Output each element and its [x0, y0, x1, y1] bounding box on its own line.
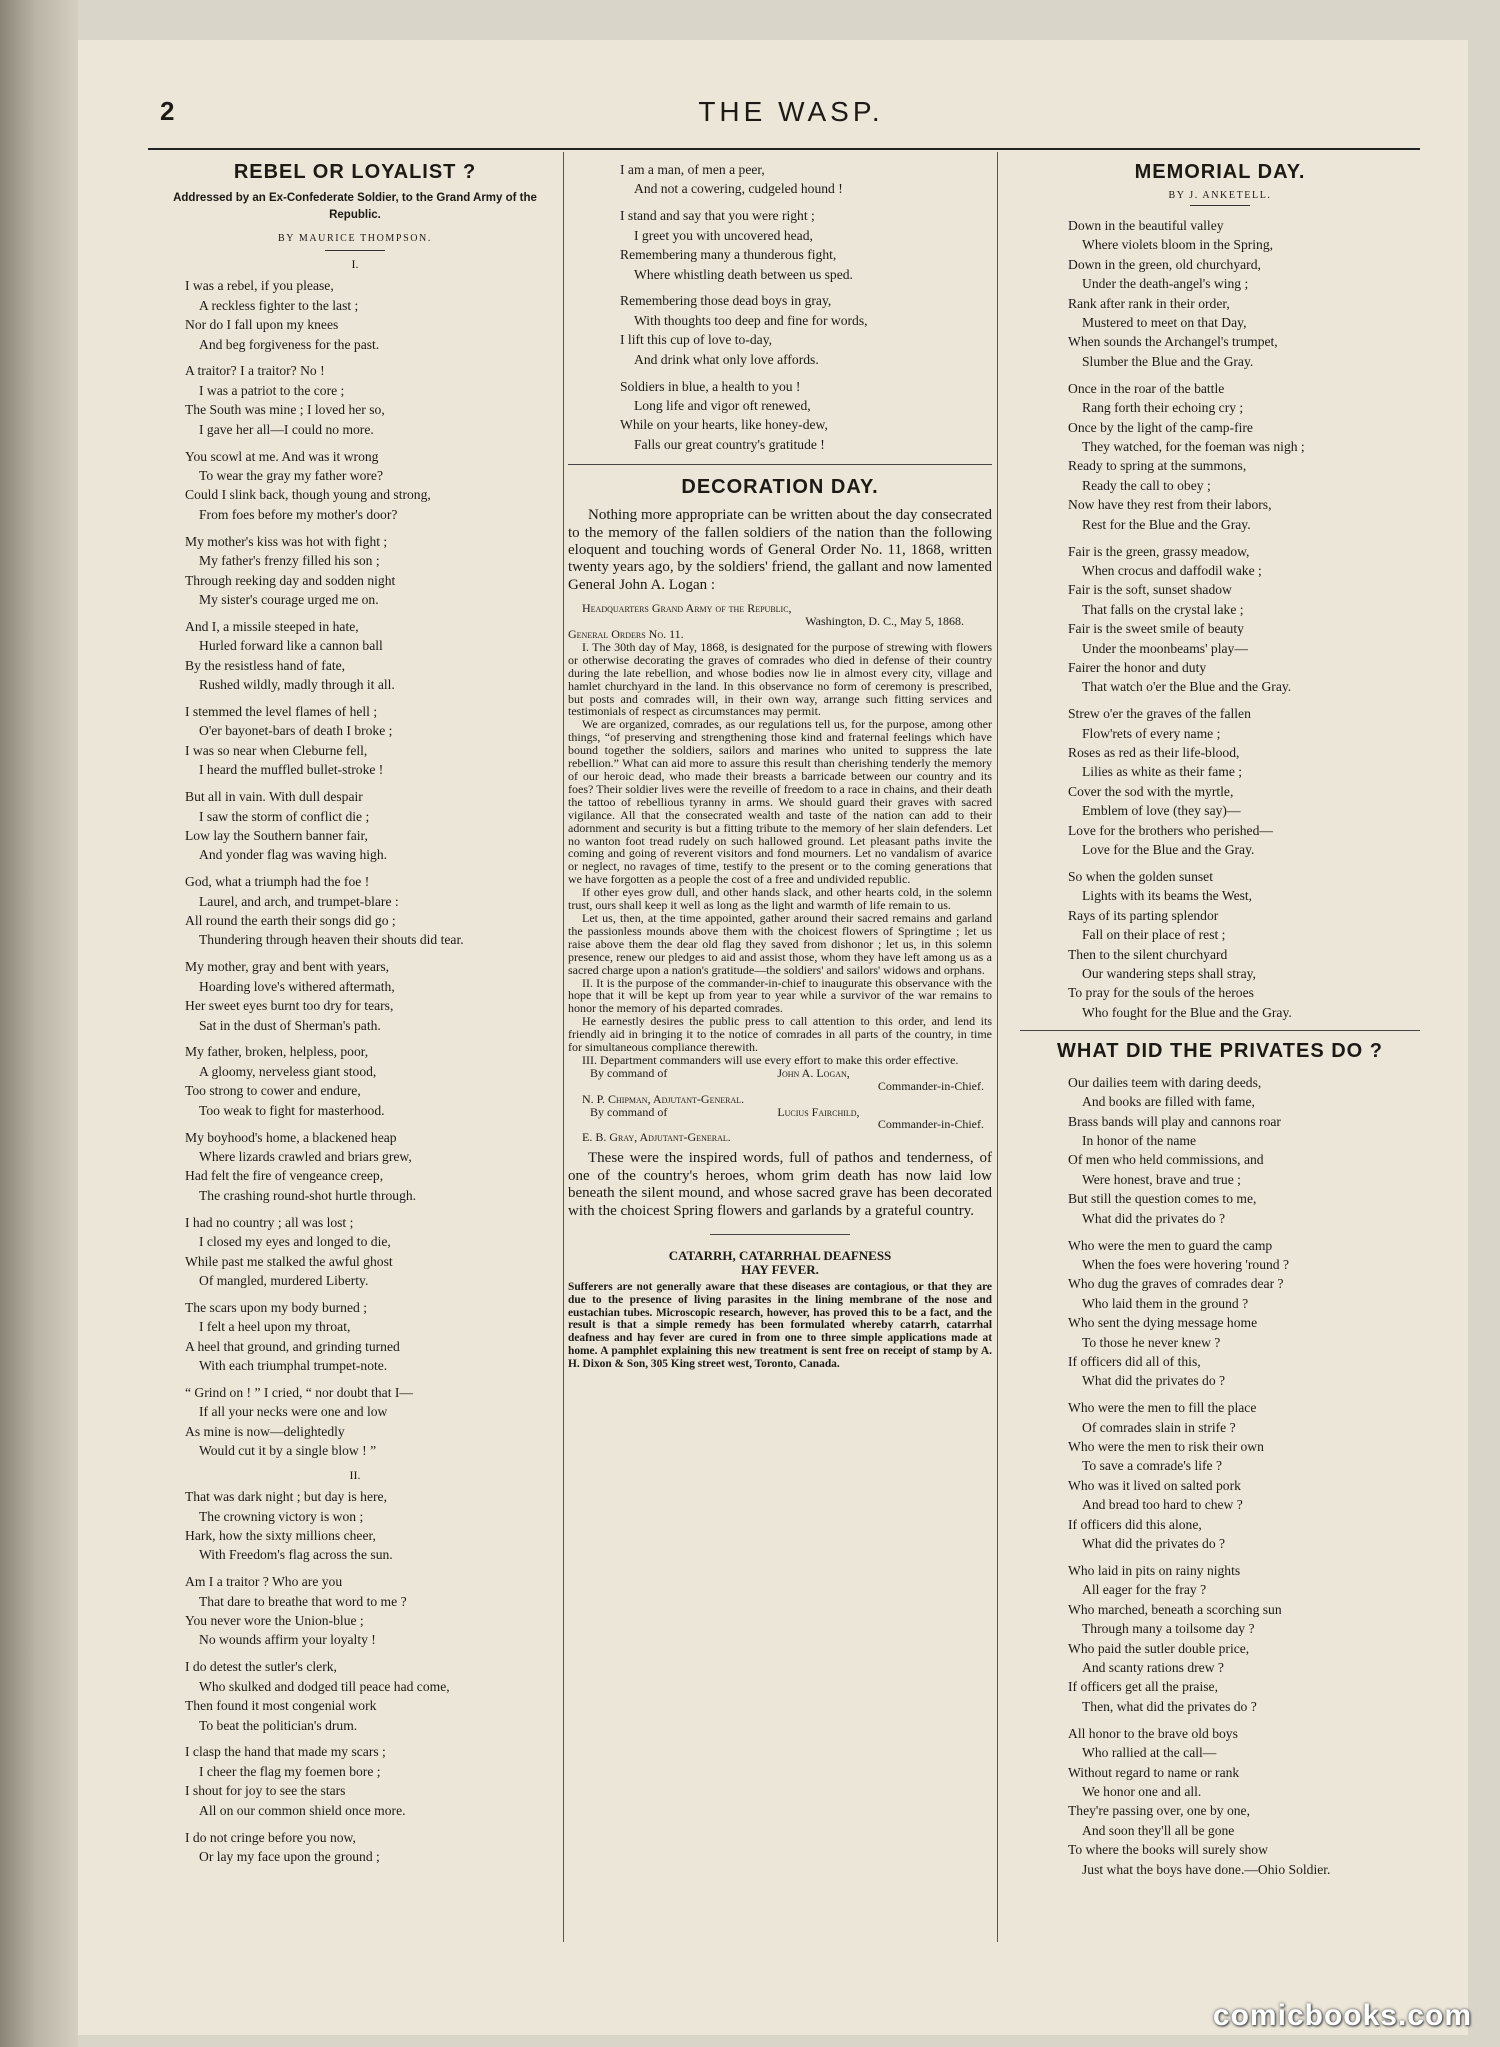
hq-date: Washington, D. C., May 5, 1868.: [805, 614, 964, 629]
column-middle: [568, 160, 992, 1370]
stanza: [1020, 1073, 1420, 1228]
poem-line: All round the earth their songs did go ;: [185, 913, 396, 929]
poem-line: Emblem of love (they say)—: [1082, 803, 1241, 819]
poem-line: If officers did this alone,: [1068, 1516, 1202, 1532]
poem-line: The crashing round-shot hurtle through.: [199, 1187, 417, 1203]
memorial-byline: BY J. ANKETELL.: [1168, 190, 1272, 201]
stanza: [150, 787, 560, 865]
poem-line: A traitor? I a traitor? No !: [185, 363, 325, 379]
poem-line: They're passing over, one by one,: [1068, 1803, 1250, 1819]
general-order: [568, 602, 992, 1144]
poem-line: Would cut it by a single blow ! ”: [199, 1443, 377, 1459]
stanza: [150, 957, 560, 1035]
poem-line: Who were the men to risk their own: [1068, 1439, 1264, 1455]
rebel-subtitle: Addressed by an Ex-Confederate Soldier, to the Grand Army of the Republic.: [173, 192, 537, 221]
order-paragraph: III. Department commanders will use every effort to make this order effective.: [582, 1052, 959, 1067]
poem-line: I stand and say that you were right ;: [620, 208, 815, 224]
divider: [1020, 1030, 1420, 1031]
poem-line: I do detest the sutler's clerk,: [185, 1659, 337, 1675]
signature-name: Lucius Fairchild,: [777, 1104, 860, 1119]
poem-line: Thundering through heaven their shouts did tear.: [199, 932, 464, 948]
hq-line: Headquarters Grand Army of the Republic,: [582, 601, 792, 616]
poem-line: I was a patriot to the core ;: [199, 382, 345, 398]
poem-line: And beg forgiveness for the past.: [199, 336, 380, 352]
signature-name: John A. Logan,: [777, 1065, 850, 1080]
poem-line: And I, a missile steeped in hate,: [185, 618, 359, 634]
poem-line: Our dailies teem with daring deeds,: [1068, 1074, 1262, 1090]
stanza: [150, 872, 560, 950]
poem-line: When sounds the Archangel's trumpet,: [1068, 334, 1278, 350]
signature-title: Commander-in-Chief.: [877, 1117, 984, 1132]
stanza: [568, 377, 992, 455]
poem-line: Who were the men to guard the camp: [1068, 1237, 1273, 1253]
stanza: [150, 1383, 560, 1461]
column-left: [150, 160, 560, 1874]
poem-line: Rang forth their echoing cry ;: [1082, 400, 1244, 416]
poem-line: My father, broken, helpless, poor,: [185, 1044, 369, 1060]
column-right: [1020, 160, 1420, 1887]
poem-line: Just what the boys have done.—Ohio Soldier.: [1082, 1861, 1331, 1877]
poem-line: Who dug the graves of comrades dear ?: [1068, 1276, 1284, 1292]
order-paragraph: II. It is the purpose of the commander-in-chief to inaugurate this observance with the hope that it will be kept up from year to year while a survivor of the war remains to honor the memory of his departed comrades.: [568, 975, 992, 1016]
rebel-byline: BY MAURICE THOMPSON.: [278, 233, 432, 245]
poem-line: To beat the politician's drum.: [199, 1717, 358, 1733]
poem-line: Without regard to name or rank: [1068, 1764, 1240, 1780]
poem-line: While on your hearts, like honey-dew,: [620, 417, 828, 433]
stanza: [150, 1042, 560, 1120]
poem-line: Fairer the honor and duty: [1068, 659, 1207, 675]
poem-line: All eager for the fray ?: [1082, 1582, 1207, 1598]
poem-line: Brass bands will play and cannons roar: [1068, 1113, 1281, 1129]
poem-line: Our wandering steps shall stray,: [1082, 966, 1256, 982]
stanza: [1020, 542, 1420, 697]
poem-line: The South was mine ; I loved her so,: [185, 402, 385, 418]
poem-line: Who paid the sutler double price,: [1068, 1640, 1250, 1656]
poem-line: You scowl at me. And was it wrong: [185, 448, 379, 464]
poem-line: With Freedom's flag across the sun.: [199, 1547, 393, 1563]
poem-line: Who was it lived on salted pork: [1068, 1477, 1241, 1493]
poem-line: From foes before my mother's door?: [199, 506, 398, 522]
memorial-title: MEMORIAL DAY.: [1134, 161, 1306, 183]
poem-line: I stemmed the level flames of hell ;: [185, 703, 378, 719]
header-rule: [148, 148, 1420, 150]
poem-line: Through reeking day and sodden night: [185, 572, 396, 588]
poem-line: Who fought for the Blue and the Gray.: [1082, 1004, 1292, 1020]
stanza: [568, 291, 992, 369]
catarrh-ad: [568, 1249, 992, 1371]
poem-line: Too strong to cower and endure,: [185, 1083, 361, 1099]
poem-line: Slumber the Blue and the Gray.: [1082, 353, 1254, 369]
stanza: [1020, 379, 1420, 534]
poem-line: A gloomy, nerveless giant stood,: [199, 1063, 377, 1079]
poem-line: Laurel, and arch, and trumpet-blare :: [199, 893, 399, 909]
poem-line: Fair is the soft, sunset shadow: [1068, 582, 1232, 598]
poem-line: But all in vain. With dull despair: [185, 789, 363, 805]
poem-line: They watched, for the foeman was nigh ;: [1082, 438, 1305, 454]
poem-line: To where the books will surely show: [1068, 1842, 1268, 1858]
poem-line: Hoarding love's withered aftermath,: [199, 978, 395, 994]
poem-line: Roses as red as their life-blood,: [1068, 745, 1240, 761]
poem-line: The crowning victory is won ;: [199, 1508, 364, 1524]
order-paragraphs: [568, 641, 992, 1067]
poem-line: I shout for joy to see the stars: [185, 1783, 346, 1799]
poem-line: If officers did all of this,: [1068, 1353, 1201, 1369]
poem-line: Ready to spring at the summons,: [1068, 458, 1247, 474]
poem-body: [150, 1487, 560, 1866]
poem-line: I was so near when Cleburne fell,: [185, 742, 368, 758]
poem-line: By the resistless hand of fate,: [185, 657, 346, 673]
stanza: [150, 1657, 560, 1735]
poem-line: I felt a heel upon my throat,: [199, 1319, 351, 1335]
poem-line: To pray for the souls of the heroes: [1068, 985, 1254, 1001]
poem-line: Low lay the Southern banner fair,: [185, 827, 368, 843]
poem-line: O'er bayonet-bars of death I broke ;: [199, 723, 393, 739]
poem-line: When crocus and daffodil wake ;: [1082, 562, 1262, 578]
poem-line: What did the privates do ?: [1082, 1373, 1226, 1389]
poem-line: Of mangled, murdered Liberty.: [199, 1272, 369, 1288]
poem-line: Remembering many a thunderous fight,: [620, 247, 837, 263]
poem-line: I cheer the flag my foemen bore ;: [199, 1763, 381, 1779]
poem-line: Who laid them in the ground ?: [1082, 1295, 1249, 1311]
poem-line: I greet you with uncovered head,: [634, 227, 813, 243]
stanza: [1020, 1561, 1420, 1716]
poem-line: No wounds affirm your loyalty !: [199, 1632, 376, 1648]
divider: [1190, 205, 1250, 206]
masthead: THE WASP.: [698, 96, 884, 127]
watermark: comicbooks.com: [1212, 1999, 1472, 2032]
poem-line: Strew o'er the graves of the fallen: [1068, 706, 1251, 722]
poem-line: The scars upon my body burned ;: [185, 1299, 367, 1315]
stanza: [1020, 704, 1420, 859]
stanza: [150, 702, 560, 780]
stanza: [1020, 1724, 1420, 1879]
stanza: [150, 276, 560, 354]
order-paragraph: I. The 30th day of May, 1868, is designated for the purpose of strewing with flowers or otherwise decorating the graves of comrades who died in defense of their country during the late rebellion, and whose bodies now lie in almost every city, village and hamlet churchyard in the land. In this observance no form of ceremony is prescribed, but posts and comrades will, in their own way, arrange such fitting services and testimonials of respect as circumstances may permit.: [568, 639, 992, 719]
poem-line: To those he never knew ?: [1082, 1334, 1221, 1350]
poem-line: Once in the roar of the battle: [1068, 380, 1225, 396]
decoration-closing: These were the inspired words, full of pathos and tenderness, of one of the country's heroes, whom grim death has now laid low beneath the silent mound, and whose sacred grave has been decorated with the choicest Spring flowers and garlands by a grateful country.: [568, 1150, 992, 1219]
signature-line: N. P. Chipman, Adjutant-General.: [582, 1091, 745, 1106]
section-numeral: II.: [349, 1468, 361, 1483]
decoration-intro: Nothing more appropriate can be written about the day consecrated to the memory of the fallen soldiers of the nation than the following eloquent and touching words of General Order No. 11, 1868, written twenty years ago, by the soldiers' friend, the gallant and now lamented General John A. Logan :: [568, 507, 992, 593]
poem-line: Where whistling death between us sped.: [634, 266, 853, 282]
poem-line: Lilies as white as their fame ;: [1082, 764, 1243, 780]
poem-line: And books are filled with fame,: [1082, 1094, 1255, 1110]
privates-title: WHAT DID THE PRIVATES DO ?: [1057, 1039, 1383, 1062]
poem-line: That was dark night ; but day is here,: [185, 1489, 387, 1505]
stanza: [1020, 867, 1420, 1022]
poem-line: Falls our great country's gratitude !: [634, 436, 825, 452]
stanza: [568, 160, 992, 199]
column-divider: [563, 152, 564, 1942]
poem-line: Her sweet eyes burnt too dry for tears,: [185, 998, 394, 1014]
poem-line: I clasp the hand that made my scars ;: [185, 1744, 386, 1760]
section-numeral: I.: [351, 257, 359, 272]
poem-line: What did the privates do ?: [1082, 1210, 1226, 1226]
poem-line: My mother, gray and bent with years,: [185, 959, 390, 975]
poem-line: Then to the silent churchyard: [1068, 946, 1228, 962]
divider: [568, 464, 992, 465]
stanza: [150, 1487, 560, 1565]
poem-line: I lift this cup of love to-day,: [620, 332, 773, 348]
poem-line: Down in the green, old churchyard,: [1068, 256, 1261, 272]
decoration-title: DECORATION DAY.: [681, 476, 879, 499]
poem-line: Soldiers in blue, a health to you !: [620, 378, 801, 394]
poem-line: Who sent the dying message home: [1068, 1315, 1258, 1331]
signature-line: [568, 1067, 992, 1080]
signature-title: Commander-in-Chief.: [877, 1078, 984, 1093]
poem-line: That dare to breathe that word to me ?: [199, 1593, 407, 1609]
signature-by: By command of: [590, 1065, 668, 1080]
poem-line: Had felt the fire of vengeance creep,: [185, 1168, 384, 1184]
order-paragraph: Let us, then, at the time appointed, gather around their sacred remains and garland the passionless mounds above them with the choicest flowers of Springtime ; let us raise above them the dear old flag they saved from dishonor ; let us, in this solemn presence, renew our pledges to aid and assist those, whom they have left among us as a sacred charge upon a nation's gratitude—the soldiers' and sailors' widows and orphans.: [568, 910, 992, 977]
poem-line: My mother's kiss was hot with fight ;: [185, 533, 388, 549]
poem-line: Who rallied at the call—: [1082, 1745, 1217, 1761]
poem-line: Then, what did the privates do ?: [1082, 1698, 1257, 1714]
poem-line: And not a cowering, cudgeled hound !: [634, 181, 843, 197]
poem-line: Where violets bloom in the Spring,: [1082, 237, 1274, 253]
poem-line: All honor to the brave old boys: [1068, 1725, 1238, 1741]
stanza: [150, 1742, 560, 1820]
poem-line: That watch o'er the Blue and the Gray.: [1082, 679, 1292, 695]
poem-line: Of men who held commissions, and: [1068, 1152, 1264, 1168]
order-paragraph: We are organized, comrades, as our regulations tell us, for the purpose, among other things, “of preserving and strengthening those kind and fraternal feelings which have bound together the soldiers, sailors and marines who united to suppress the late rebellion.” What can aid more to assure this result than cherishing tenderly the memory of our heroic dead, who made their breasts a barricade between our country and its foes? Their soldier lives were the reveille of freedom to a race in chains, and their death the tattoo of rebellious tyranny in arms. We should guard their graves with sacred vigilance. All that the consecrated wealth and taste of the nation can add to their adornment and security is but a fitting tribute to the memory of her slain defenders. Let no wanton foot tread rudely on such hallowed ground. Let pleasant paths invite the coming and going of reverent visitors and fond mourners. Let no vandalism of avarice or neglect, no ravages of time, testify to the present or to the coming generations that we have forgotten as a people the cost of a free and undivided republic.: [568, 717, 992, 887]
poem-line: With thoughts too deep and fine for words,: [634, 312, 868, 328]
poem-line: But still the question comes to me,: [1068, 1191, 1257, 1207]
signature-by: By command of: [590, 1104, 668, 1119]
poem-line: That falls on the crystal lake ;: [1082, 601, 1244, 617]
poem-line: Rays of its parting splendor: [1068, 907, 1219, 923]
stanza: [150, 1128, 560, 1206]
poem-line: Under the moonbeams' play—: [1082, 640, 1248, 656]
stanza: [1020, 1398, 1420, 1553]
poem-line: So when the golden sunset: [1068, 869, 1213, 884]
poem-line: My boyhood's home, a blackened heap: [185, 1129, 397, 1145]
poem-line: Lights with its beams the West,: [1082, 888, 1253, 904]
poem-line: My sister's courage urged me on.: [199, 591, 379, 607]
poem-line: Long life and vigor oft renewed,: [634, 397, 811, 413]
poem-line: Hark, how the sixty millions cheer,: [185, 1527, 376, 1543]
stanza: [150, 1298, 560, 1376]
stanza: [150, 1828, 560, 1867]
poem-line: With each triumphal trumpet-note.: [199, 1358, 388, 1374]
poem-line: Under the death-angel's wing ;: [1082, 276, 1249, 292]
poem-line: And bread too hard to chew ?: [1082, 1497, 1243, 1513]
poem-line: Could I slink back, though young and strong,: [185, 487, 431, 503]
stanza: [1020, 1236, 1420, 1391]
poem-line: And soon they'll all be gone: [1082, 1822, 1235, 1838]
divider: [710, 1234, 850, 1235]
poem-line: A heel that ground, and grinding turned: [185, 1338, 400, 1354]
poem-line: Who skulked and dodged till peace had come,: [199, 1678, 450, 1694]
poem-line: I closed my eyes and longed to die,: [199, 1234, 391, 1250]
poem-line: God, what a triumph had the foe !: [185, 874, 370, 890]
poem-line: In honor of the name: [1082, 1132, 1197, 1148]
poem-body: [1020, 1073, 1420, 1879]
poem-line: Mustered to meet on that Day,: [1082, 315, 1247, 331]
binding-shadow: [0, 0, 78, 2047]
poem-line: All on our common shield once more.: [199, 1802, 406, 1818]
signature-line: E. B. Gray, Adjutant-General.: [582, 1130, 731, 1145]
poem-line: And drink what only love affords.: [634, 351, 819, 367]
poem-line: Of comrades slain in strife ?: [1082, 1419, 1236, 1435]
ad-title: CATARRH, CATARRHAL DEAFNESS: [668, 1247, 892, 1263]
poem-line: Fair is the green, grassy meadow,: [1068, 543, 1250, 559]
stanza: [150, 447, 560, 525]
page-number: 2: [160, 96, 175, 126]
poem-line: A reckless fighter to the last ;: [199, 297, 359, 313]
poem-line: Sat in the dust of Sherman's path.: [199, 1017, 381, 1033]
poem-line: Through many a toilsome day ?: [1082, 1621, 1255, 1637]
poem-line: To wear the gray my father wore?: [199, 468, 383, 483]
poem-line: I am a man, of men a peer,: [620, 162, 765, 177]
poem-line: We honor one and all.: [1082, 1783, 1202, 1799]
order-paragraph: He earnestly desires the public press to call attention to this order, and lend its friendly aid in bringing it to the notice of comrades in all parts of the country, in time for simultaneous compliance therewith.: [568, 1014, 992, 1055]
stanza: [568, 206, 992, 284]
poem-line: I do not cringe before you now,: [185, 1829, 356, 1845]
stanza: [1020, 216, 1420, 371]
poem-line: Once by the light of the camp-fire: [1068, 419, 1253, 435]
poem-line: Cover the sod with the myrtle,: [1068, 783, 1234, 799]
rebel-title: REBEL OR LOYALIST ?: [233, 161, 477, 183]
poem-body: [150, 276, 560, 1460]
column-divider: [997, 152, 998, 1942]
stanza: [150, 532, 560, 610]
poem-line: Were honest, brave and true ;: [1082, 1171, 1241, 1187]
divider: [325, 250, 385, 251]
poem-line: I was a rebel, if you please,: [185, 278, 334, 294]
poem-line: Who marched, beneath a scorching sun: [1068, 1601, 1282, 1617]
poem-line: Too weak to fight for masterhood.: [199, 1102, 385, 1118]
poem-line: Who were the men to fill the place: [1068, 1400, 1257, 1416]
poem-line: What did the privates do ?: [1082, 1536, 1226, 1552]
poem-line: I had no country ; all was lost ;: [185, 1214, 354, 1230]
poem-line: Nor do I fall upon my knees: [185, 317, 339, 333]
poem-line: And scanty rations drew ?: [1082, 1660, 1224, 1676]
poem-line: Rushed wildly, madly through it all.: [199, 677, 395, 693]
poem-line: Rank after rank in their order,: [1068, 295, 1230, 311]
ad-title: HAY FEVER.: [741, 1261, 819, 1277]
poem-line: Rest for the Blue and the Gray.: [1082, 516, 1251, 532]
poem-line: Fair is the sweet smile of beauty: [1068, 621, 1244, 637]
poem-line: While past me stalked the awful ghost: [185, 1253, 393, 1269]
poem-line: Ready the call to obey ;: [1082, 477, 1211, 493]
poem-line: Fall on their place of rest ;: [1082, 927, 1226, 943]
poem-line: To save a comrade's life ?: [1082, 1458, 1223, 1474]
poem-line: Remembering those dead boys in gray,: [620, 293, 832, 309]
poem-body: [568, 160, 992, 454]
ad-body: Sufferers are not generally aware that these diseases are contagious, or that they are due to the presence of living parasites in the lining membrane of the nose and eustachian tubes. Microscopic research, however, has proved this to be a fact, and the result is that a simple remedy has been formulated whereby catarrh, catarrhal deafness and hay fever are cured in from one to three simple applications made at home. A pamphlet explaining this new treatment is sent free on receipt of stamp by A. H. Dixon & Son, 305 King street west, Toronto, Canada.: [568, 1280, 992, 1370]
poem-line: Down in the beautiful valley: [1068, 218, 1224, 233]
stanza: [150, 1213, 560, 1291]
poem-line: If all your necks were one and low: [199, 1404, 388, 1420]
poem-line: I saw the storm of conflict die ;: [199, 808, 370, 824]
poem-line: You never wore the Union-blue ;: [185, 1613, 364, 1629]
poem-line: Where lizards crawled and briars grew,: [199, 1149, 412, 1164]
poem-body: [1020, 216, 1420, 1022]
poem-line: If officers get all the praise,: [1068, 1679, 1218, 1695]
page-header: [160, 96, 1422, 136]
poem-line: My father's frenzy filled his son ;: [199, 553, 380, 569]
poem-line: I gave her all—I could no more.: [199, 421, 374, 437]
poem-line: I heard the muffled bullet-stroke !: [199, 762, 384, 778]
poem-line: Or lay my face upon the ground ;: [199, 1849, 380, 1864]
stanza: [150, 361, 560, 439]
poem-line: Love for the Blue and the Gray.: [1082, 842, 1255, 858]
poem-line: And yonder flag was waving high.: [199, 847, 388, 863]
poem-line: Hurled forward like a cannon ball: [199, 638, 383, 654]
poem-line: Who laid in pits on rainy nights: [1068, 1563, 1241, 1578]
poem-line: “ Grind on ! ” I cried, “ nor doubt that I—: [185, 1384, 414, 1400]
poem-line: Love for the brothers who perished—: [1068, 822, 1273, 838]
stanza: [150, 617, 560, 695]
poem-line: Flow'rets of every name ;: [1082, 725, 1221, 741]
poem-line: Then found it most congenial work: [185, 1698, 377, 1714]
orders-heading: General Orders No. 11.: [568, 627, 684, 642]
poem-line: Am I a traitor ? Who are you: [185, 1574, 343, 1590]
poem-line: When the foes were hovering 'round ?: [1082, 1256, 1290, 1272]
stanza: [150, 1572, 560, 1650]
poem-line: As mine is now—delightedly: [185, 1423, 345, 1439]
order-paragraph: If other eyes grow dull, and other hands slack, and other hearts cold, in the solemn trust, ours shall keep it well as long as the light and warmth of life remain to us.: [568, 885, 992, 913]
poem-line: Now have they rest from their labors,: [1068, 497, 1272, 513]
